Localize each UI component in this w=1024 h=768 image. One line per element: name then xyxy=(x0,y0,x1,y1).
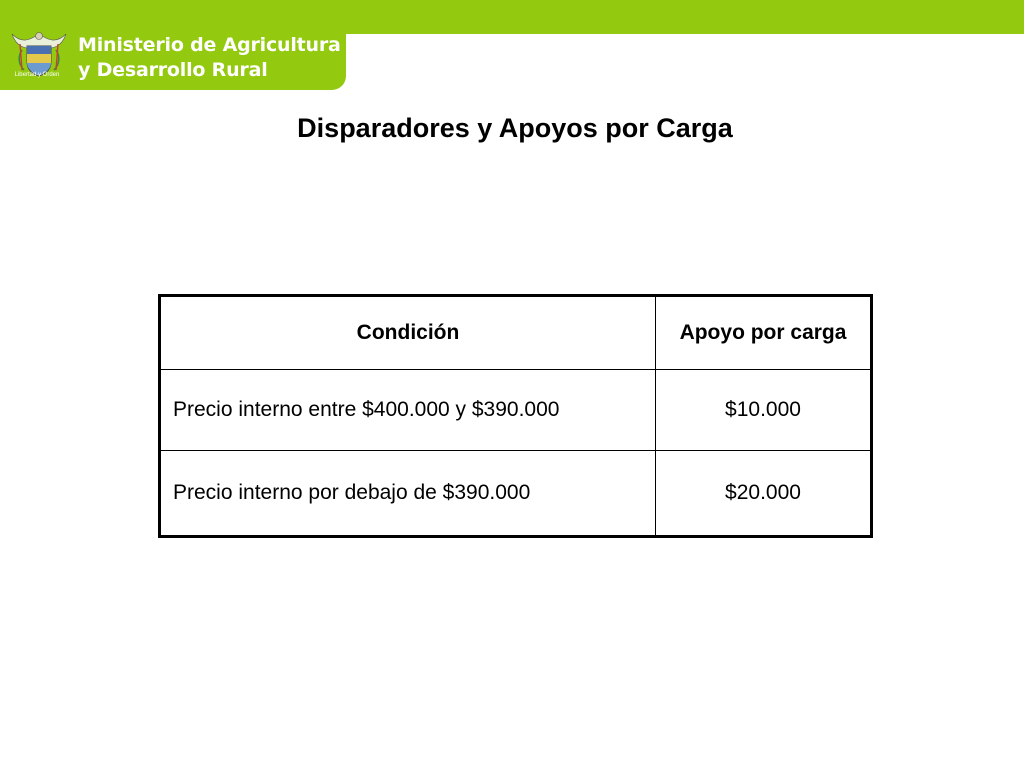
column-header-support: Apoyo por carga xyxy=(656,296,872,370)
table-header-row xyxy=(160,296,872,370)
header-logo-panel xyxy=(0,0,346,90)
condition-cell: Precio interno entre $400.000 y $390.000 xyxy=(160,370,656,451)
column-header-condition: Condición xyxy=(160,296,656,370)
support-cell: $20.000 xyxy=(656,451,872,537)
seal-caption: Libertad y Orden xyxy=(14,72,60,78)
ministry-name xyxy=(78,33,341,83)
ministry-name-line1: Ministerio de Agricultura xyxy=(78,34,341,56)
condition-cell: Precio interno por debajo de $390.000 xyxy=(160,451,656,537)
table-row xyxy=(160,451,872,537)
support-cell: $10.000 xyxy=(656,370,872,451)
support-table-container xyxy=(158,294,873,538)
slide-title: Disparadores y Apoyos por Carga xyxy=(297,113,733,143)
table-row xyxy=(160,370,872,451)
support-table xyxy=(158,294,873,538)
ministry-name-line2: y Desarrollo Rural xyxy=(78,59,268,81)
